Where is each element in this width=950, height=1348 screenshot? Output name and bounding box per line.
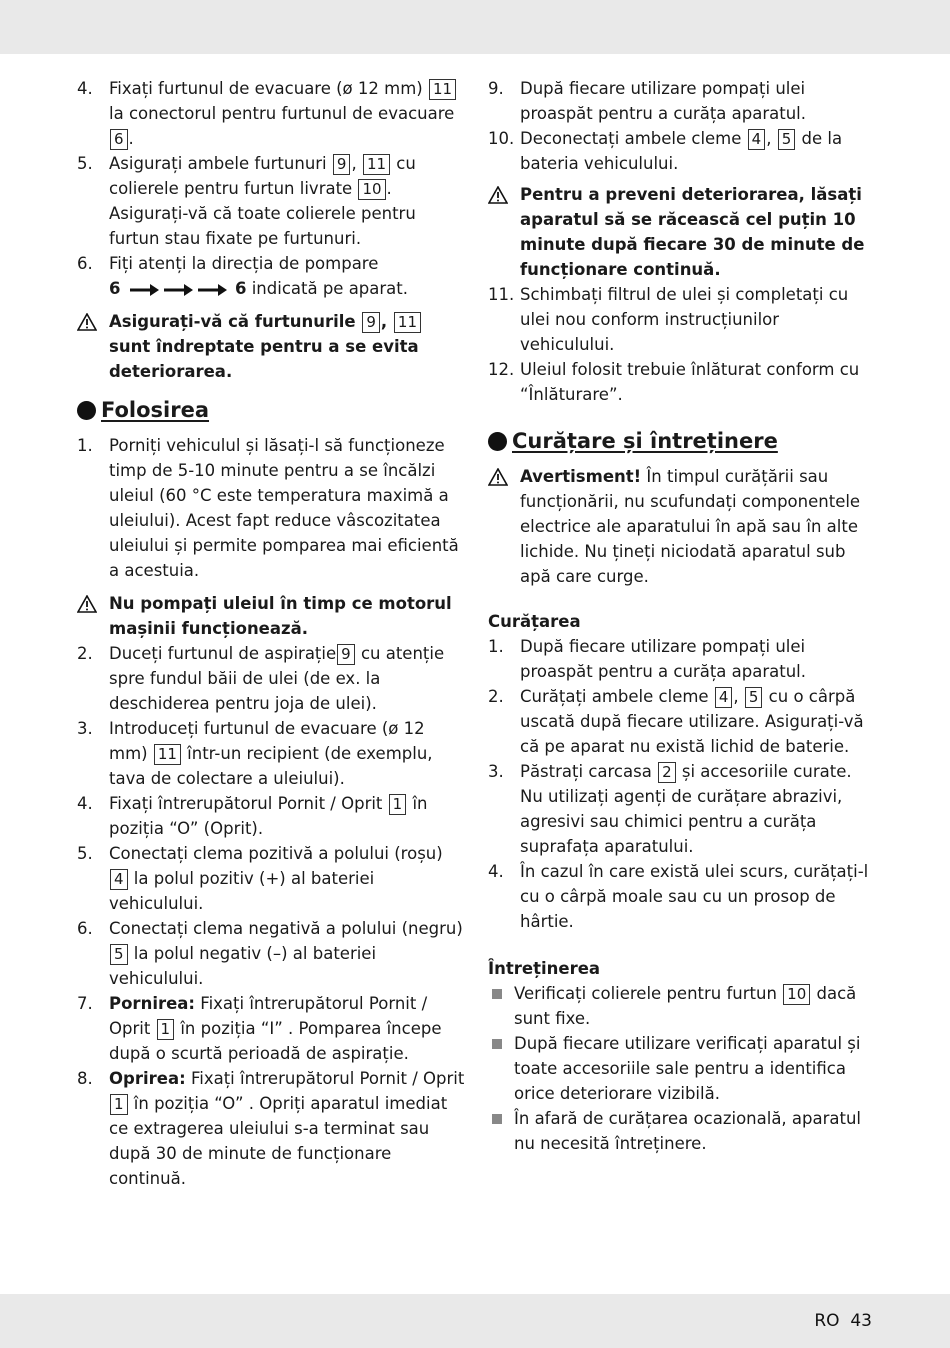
- section-heading: [488, 429, 878, 454]
- list-item: [77, 716, 467, 791]
- part-ref: 1: [389, 794, 407, 815]
- item-text: După fiecare utilizare pompați ulei proaspăt pentru a curăța aparatul.: [520, 637, 806, 681]
- item-text: Duceți furtunul de aspirație: [109, 644, 337, 663]
- item-label: Oprirea:: [109, 1069, 186, 1088]
- item-text: Fixați întrerupătorul Pornit / Oprit: [109, 994, 428, 1038]
- subsection-title: Curățarea: [488, 612, 581, 631]
- section-heading: [77, 398, 467, 423]
- item-number: 5.: [77, 844, 93, 863]
- separator: ,: [380, 312, 393, 331]
- list-item: [77, 76, 467, 151]
- bullet-item: [488, 981, 878, 1031]
- list-item: [77, 641, 467, 716]
- item-text: Introduceți furtunul de evacuare (ø 12 mm): [109, 719, 425, 763]
- part-ref: 11: [429, 79, 456, 100]
- item-text: Porniți vehiculul și lăsați-l să funcționeze timp de 5-10 minute pentru a se încălzi uleiul (60 °C este temperatura maximă a uleiului). Acest fapt reduce vâscozitatea uleiului și permite pomparea mai eficientă a acestuia.: [109, 436, 459, 580]
- part-ref: 9: [337, 644, 355, 665]
- item-text: Verificați colierele pentru furtun: [514, 984, 783, 1003]
- item-text: Fixați întrerupătorul Pornit / Oprit: [109, 794, 388, 813]
- warning-text: Nu pompați uleiul în timp ce motorul mașinii funcționează.: [109, 594, 452, 638]
- item-number: 7.: [77, 994, 93, 1013]
- part-ref: 11: [154, 744, 181, 765]
- list-item: [488, 859, 878, 934]
- item-text: la polul pozitiv (+) al bateriei vehiculului.: [109, 869, 375, 913]
- warning-text: Asigurați-vă că furtunurile: [109, 312, 362, 331]
- page-number: [814, 1311, 872, 1331]
- item-number: 1.: [77, 436, 93, 455]
- separator: ,: [766, 129, 777, 148]
- item-text: indicată pe aparat.: [246, 279, 408, 298]
- item-number: 11.: [488, 285, 515, 304]
- warning-icon: [488, 186, 508, 204]
- warning-icon: [488, 468, 508, 486]
- direction-start: 6: [109, 279, 121, 298]
- item-text: .: [128, 129, 134, 148]
- item-text: în poziția “O” (Oprit).: [109, 794, 428, 838]
- item-text: la polul negativ (–) al bateriei vehiculului.: [109, 944, 377, 988]
- bullet-item: [488, 1106, 878, 1156]
- square-bullet-icon: [492, 1039, 502, 1049]
- item-label: Pornirea:: [109, 994, 196, 1013]
- part-ref: 5: [110, 944, 128, 965]
- list-item: [77, 151, 467, 251]
- section-bullet-icon: [488, 432, 507, 451]
- left-column: [77, 76, 467, 1191]
- part-ref: 2: [658, 762, 676, 783]
- subsection-title: Întreținerea: [488, 959, 601, 978]
- item-number: 4.: [77, 794, 93, 813]
- item-text: În afară de curățarea ocazională, aparatul nu necesită întreținere.: [514, 1109, 862, 1153]
- list-item: [488, 126, 878, 176]
- item-number: 9.: [488, 79, 504, 98]
- item-number: 6.: [77, 919, 93, 938]
- part-ref: 10: [358, 179, 385, 200]
- part-ref: 4: [715, 687, 733, 708]
- page-number-value: 43: [850, 1311, 872, 1331]
- item-text: Deconectați ambele cleme: [520, 129, 747, 148]
- page-language: RO: [814, 1311, 840, 1331]
- section-bullet-icon: [77, 401, 96, 420]
- item-text: cu colierele pentru furtun livrate: [109, 154, 416, 198]
- item-number: 3.: [488, 762, 504, 781]
- footer-bar: [0, 1294, 950, 1348]
- item-number: 3.: [77, 719, 93, 738]
- item-text: într-un recipient (de exemplu, tava de colectare a uleiului).: [109, 744, 433, 788]
- item-number: 6.: [77, 254, 93, 273]
- list-item: [77, 433, 467, 583]
- item-number: 12.: [488, 360, 515, 379]
- item-text: Fixați întrerupătorul Pornit / Oprit: [185, 1069, 465, 1088]
- warning-icon: [77, 595, 97, 613]
- warning-icon: [77, 313, 97, 331]
- part-ref: 1: [157, 1019, 175, 1040]
- separator: ,: [351, 154, 362, 173]
- item-text: Fixați furtunul de evacuare (ø 12 mm): [109, 79, 428, 98]
- item-text: Asigurați ambele furtunuri: [109, 154, 332, 173]
- warning-text: sunt îndreptate pentru a se evita deteriorarea.: [109, 337, 419, 381]
- section-title: Folosirea: [101, 398, 210, 422]
- warning-note: [77, 591, 467, 641]
- item-text: cu o cârpă uscată după fiecare utilizare. Asigurați-vă că pe aparat nu există lichid de baterie.: [520, 687, 864, 756]
- item-number: 10.: [488, 129, 515, 148]
- list-item: [77, 991, 467, 1066]
- list-item: [77, 841, 467, 916]
- item-text: Curățați ambele cleme: [520, 687, 714, 706]
- header-bar: [0, 0, 950, 54]
- item-text: în poziția “I” . Pomparea începe după o scurtă perioadă de aspirație.: [109, 1019, 442, 1063]
- item-number: 1.: [488, 637, 504, 656]
- part-ref: 6: [110, 129, 128, 150]
- item-text: și accesoriile curate. Nu utilizați agenți de curățare abrazivi, agresivi sau chimici pentru a curăța suprafața aparatului.: [520, 762, 852, 856]
- item-number: 8.: [77, 1069, 93, 1088]
- part-ref: 5: [778, 129, 796, 150]
- part-ref: 9: [362, 312, 380, 333]
- part-ref: 10: [783, 984, 810, 1005]
- part-ref: 4: [110, 869, 128, 890]
- list-item: [77, 251, 467, 301]
- item-text: Conectați clema negativă a polului (negru): [109, 919, 463, 938]
- part-ref: 5: [745, 687, 763, 708]
- item-text: După fiecare utilizare pompați ulei proaspăt pentru a curăța aparatul.: [520, 79, 806, 123]
- list-item: [488, 759, 878, 859]
- list-item: [77, 791, 467, 841]
- warning-note: [488, 182, 878, 282]
- item-text: În cazul în care există ulei scurs, curățați-l cu o cârpă moale sau cu un prosop de hârtie.: [520, 862, 869, 931]
- part-ref: 9: [333, 154, 351, 175]
- warning-label: Avertisment!: [520, 467, 642, 486]
- item-text: la conectorul pentru furtunul de evacuare: [109, 104, 455, 123]
- bullet-item: [488, 1031, 878, 1106]
- part-ref: 4: [748, 129, 766, 150]
- item-number: 4.: [488, 862, 504, 881]
- list-item: [77, 1066, 467, 1191]
- warning-text: În timpul curățării sau funcționării, nu scufundați componentele electrice ale aparatului în apă sau în alte lichide. Nu țineți niciodată aparatul sub apă care curge.: [520, 467, 861, 586]
- part-ref: 11: [394, 312, 421, 333]
- item-text: Fiți atenți la direcția de pompare: [109, 254, 379, 273]
- direction-end: 6: [234, 279, 247, 298]
- warning-note: [488, 464, 878, 589]
- item-text: Conectați clema pozitivă a polului (roșu): [109, 844, 443, 863]
- list-item: [488, 634, 878, 684]
- item-text: . Asigurați-vă că toate colierele pentru furtun stau fixate pe furtunuri.: [109, 179, 416, 248]
- list-item: [488, 684, 878, 759]
- section-title: Curățare și întreținere: [512, 429, 778, 453]
- item-number: 5.: [77, 154, 93, 173]
- direction-arrows-icon: [126, 283, 230, 297]
- item-text: de la bateria vehiculului.: [520, 129, 843, 173]
- item-text: Schimbați filtrul de ulei și completați cu ulei nou conform instrucțiunilor vehiculului.: [520, 285, 849, 354]
- item-text: în poziția “O” . Opriți aparatul imediat ce extragerea uleiului s-a terminat sau după 30 de minute de funcționare continuă.: [109, 1094, 448, 1188]
- part-ref: 11: [363, 154, 390, 175]
- item-number: 2.: [77, 644, 93, 663]
- item-text: Păstrați carcasa: [520, 762, 658, 781]
- item-text: dacă sunt fixe.: [514, 984, 857, 1028]
- list-item: [488, 76, 878, 126]
- separator: ,: [733, 687, 744, 706]
- right-column: [488, 76, 878, 1156]
- part-ref: 1: [110, 1094, 128, 1115]
- item-text: După fiecare utilizare verificați aparatul și toate accesoriile sale pentru a identifica orice deteriorare vizibilă.: [514, 1034, 861, 1103]
- item-text: Uleiul folosit trebuie înlăturat conform cu “Înlăturare”.: [520, 360, 860, 404]
- item-number: 2.: [488, 687, 504, 706]
- square-bullet-icon: [492, 989, 502, 999]
- list-item: [77, 916, 467, 991]
- list-item: [488, 357, 878, 407]
- list-item: [488, 282, 878, 357]
- square-bullet-icon: [492, 1114, 502, 1124]
- item-text: cu atenție spre fundul băii de ulei (de ex. la deschiderea pentru joja de ulei).: [109, 644, 445, 713]
- warning-note: [77, 309, 467, 384]
- warning-text: Pentru a preveni deteriorarea, lăsați aparatul să se răcească cel puțin 10 minute după fiecare 30 de minute de funcționare continuă.: [520, 185, 865, 279]
- item-number: 4.: [77, 79, 93, 98]
